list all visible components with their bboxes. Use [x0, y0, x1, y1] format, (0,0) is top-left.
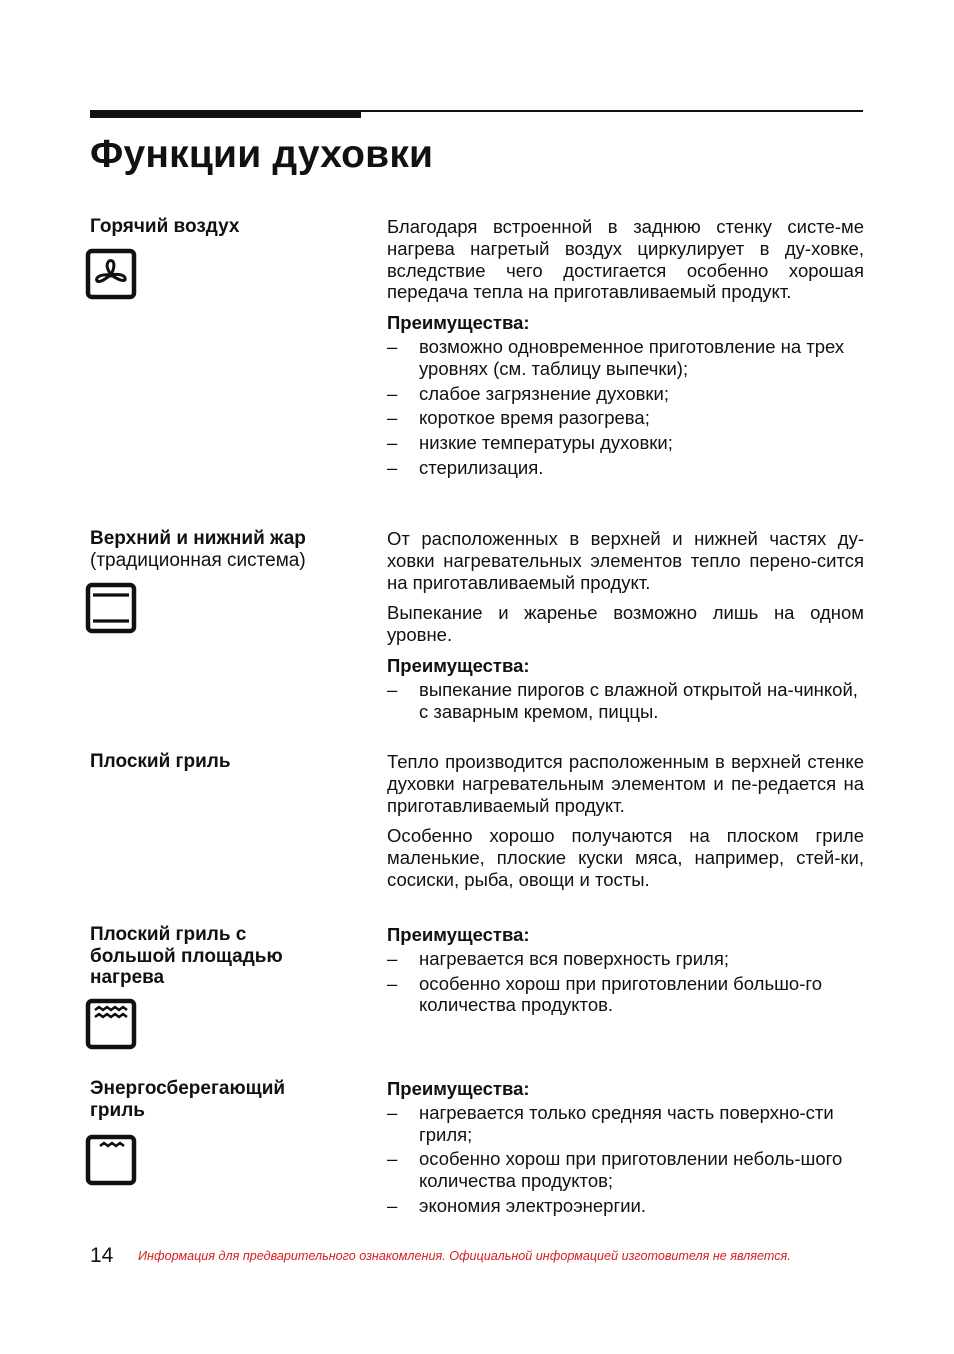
list-item: – экономия электроэнергии.: [387, 1194, 647, 1216]
list-item: – слабое загрязнение духовки;: [387, 382, 670, 404]
disclaimer: Информация для предварительного ознакомления. Официальной информацией изготовителя не является.: [138, 1249, 791, 1263]
advantages-list: [387, 679, 864, 723]
top-bottom-heat-icon: [85, 582, 137, 634]
fan-icon: [85, 248, 137, 300]
list-item: – нагревается вся поверхность гриля;: [387, 947, 729, 969]
section-title: Энергосберегающий гриль: [90, 1078, 286, 1121]
list-item: – особенно хорош при приготовлении большо-го количества продуктов.: [387, 972, 823, 1016]
advantages-list: [387, 948, 864, 1016]
full-grill-icon: [85, 998, 137, 1050]
page-footer: [90, 1243, 864, 1269]
section-paragraph: Выпекание и жаренье возможно лишь на одном уровне.: [387, 602, 864, 646]
section-title: Горячий воздух: [90, 216, 240, 237]
list-item: – выпекание пирогов с влажной открытой на-чинкой, с заварным кремом, пиццы.: [387, 678, 858, 722]
section-title: Верхний и нижний жар: [90, 528, 306, 549]
header-rule-thick: [90, 110, 361, 118]
page-number: 14: [90, 1244, 114, 1267]
section-subtitle: (традиционная система): [90, 549, 306, 571]
header-rule-thin: [361, 110, 863, 112]
list-item: – короткое время разогрева;: [387, 407, 650, 429]
list-item: – особенно хорош при приготовлении неболь-шого количества продуктов;: [387, 1148, 843, 1192]
eco-grill-icon: [85, 1134, 137, 1186]
list-item: – низкие температуры духовки;: [387, 432, 673, 454]
advantages-list: [387, 1102, 864, 1217]
section-paragraph: Благодаря встроенной в заднюю стенку систе-ме нагрева нагретый воздух циркулирует в ду-ховке, вследствие чего достигается особенно хорошая передача тепла на приготавливаемый продукт.: [387, 216, 864, 303]
list-item: – возможно одновременное приготовление на трех уровнях (см. таблицу выпечки);: [387, 335, 845, 379]
section-paragraph: От расположенных в верхней и нижней частях ду-ховки нагревательных элементов тепло перено-сится на приготавливаемый продукт.: [387, 528, 864, 593]
section-title: Плоский гриль с большой площадью нагрева: [90, 924, 283, 988]
advantages-list: [387, 336, 864, 479]
advantages-label: Преимущества:: [387, 654, 530, 676]
section-paragraph: Особенно хорошо получаются на плоском гриле маленькие, плоские куски мяса, например, стей-ки, сосиски, рыба, овощи и тосты.: [387, 825, 864, 890]
section-paragraph: Тепло производится расположенным в верхней стенке духовки нагревательным элементом и пе-редается на приготавливаемый продукт.: [387, 751, 864, 816]
page-title: Функции духовки: [90, 133, 434, 176]
advantages-label: Преимущества:: [387, 924, 530, 945]
advantages-label: Преимущества:: [387, 312, 530, 334]
list-item: – нагревается только средняя часть поверхно-сти гриля;: [387, 1101, 834, 1145]
section-title: Плоский гриль: [90, 751, 231, 772]
list-item: – стерилизация.: [387, 456, 544, 478]
advantages-label: Преимущества:: [387, 1078, 530, 1099]
